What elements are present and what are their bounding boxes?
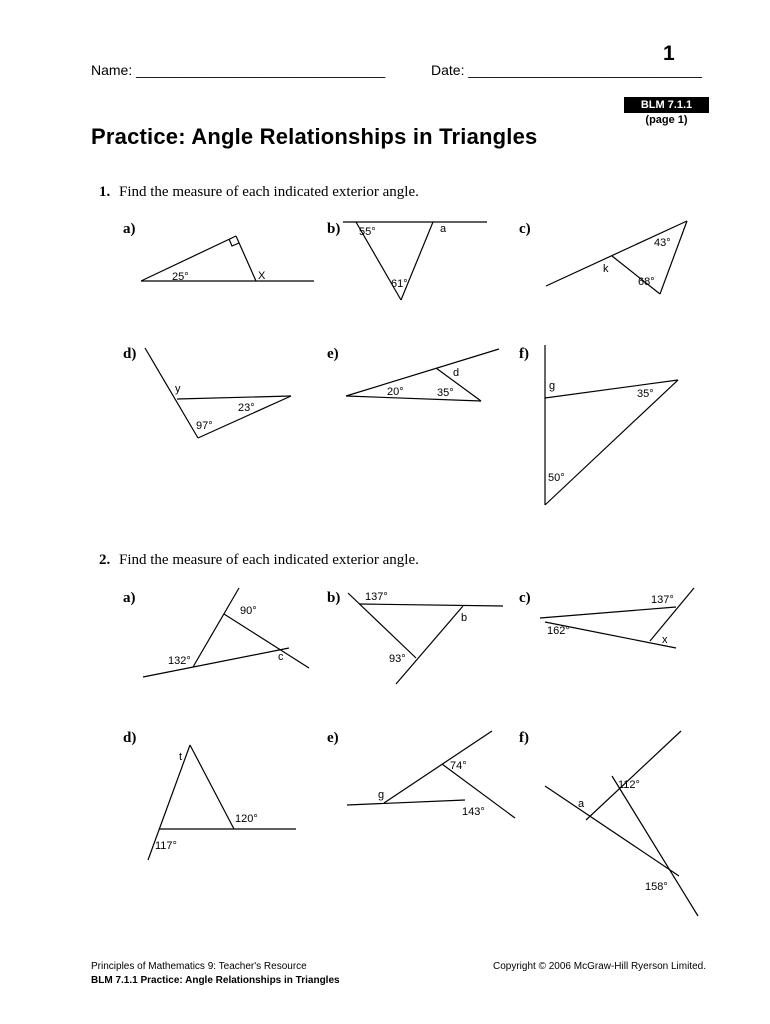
q2-part-b-label: b)	[327, 590, 341, 606]
q2d-figure	[148, 745, 296, 860]
q1f-angle-label: 50°	[548, 472, 565, 484]
q2b-extended-line	[396, 606, 463, 684]
q1b-angle-label: 61°	[391, 278, 408, 290]
question-2-text: Find the measure of each indicated exterior angle.	[119, 552, 419, 568]
q1c-angle-label: 43°	[654, 237, 671, 249]
q1a-side	[236, 236, 256, 281]
question-2-number: 2.	[99, 552, 111, 568]
q2c-figure	[540, 588, 694, 648]
q2a-extended-line	[143, 648, 289, 677]
q2c-angle-label: x	[662, 634, 668, 646]
q1-part-a-label: a)	[123, 221, 136, 237]
q1e-angle-label: d	[453, 367, 460, 379]
question-1-number: 1.	[99, 184, 111, 200]
q2-part-a-label: a)	[123, 590, 136, 606]
q1e-figure	[346, 349, 499, 401]
q1b-angle-label: a	[440, 223, 447, 235]
q2d-angle-label: t	[179, 751, 183, 763]
q1-part-b-label: b)	[327, 221, 341, 237]
q2f-angle-label: 158°	[645, 881, 668, 893]
q2b-angle-label: b	[461, 612, 468, 624]
q2-part-c-label: c)	[519, 590, 531, 606]
q1c-side	[612, 256, 660, 294]
q2d-angle-label: 120°	[235, 813, 258, 825]
q2e-angle-label: 143°	[462, 806, 485, 818]
q1c-angle-label: 68°	[638, 276, 655, 288]
q1f-side	[545, 380, 678, 505]
page-number: 1	[663, 42, 675, 65]
q1a-angle-label: 25°	[172, 271, 189, 283]
q1e-extended-line	[346, 349, 499, 396]
q1e-side	[346, 396, 481, 401]
q2e-extended-line	[347, 800, 465, 805]
q1-part-d-label: d)	[123, 346, 137, 362]
q2-part-f-label: f)	[519, 730, 529, 746]
q2b-extended-line	[359, 604, 503, 606]
q1c-extended-line	[546, 221, 687, 286]
q1b-figure	[343, 222, 487, 300]
footer-source: Principles of Mathematics 9: Teacher's Resource	[91, 961, 307, 972]
q1f-figure	[545, 345, 678, 505]
q1-part-c-label: c)	[519, 221, 531, 237]
q1d-angle-label: 97°	[196, 420, 213, 432]
blm-badge: BLM 7.1.1	[624, 97, 709, 113]
q2e-figure	[347, 731, 515, 818]
q1e-angle-label: 35°	[437, 387, 454, 399]
q2e-extended-line	[384, 731, 492, 803]
q2a-angle-label: 132°	[168, 655, 191, 667]
q2d-side	[190, 745, 234, 829]
q2c-angle-label: 137°	[651, 594, 674, 606]
name-field: Name: ________________________________	[91, 62, 386, 78]
q2f-angle-label: 112°	[618, 779, 640, 791]
q1f-angle-label: 35°	[637, 388, 654, 400]
q1d-angle-label: 23°	[238, 402, 255, 414]
q2c-angle-label: 162°	[547, 625, 570, 637]
q2e-angle-label: g	[378, 789, 385, 801]
q2f-angle-label: a	[578, 798, 585, 810]
q2-part-d-label: d)	[123, 730, 137, 746]
q1d-figure	[145, 348, 291, 438]
q2f-extended-line	[545, 786, 679, 876]
q2a-angle-label: c	[278, 651, 284, 663]
q2a-extended-line	[193, 588, 239, 667]
q2a-extended-line	[224, 614, 309, 668]
q1f-angle-label: g	[549, 380, 556, 392]
q2e-angle-label: 74°	[450, 760, 467, 772]
q2b-figure	[348, 591, 503, 684]
q1a-angle-label: X	[258, 270, 266, 282]
q2a-angle-label: 90°	[240, 605, 257, 617]
q1d-angle-label: y	[175, 383, 181, 395]
q2d-angle-label: 117°	[155, 840, 177, 852]
page-label: (page 1)	[645, 114, 688, 126]
q1-part-e-label: e)	[327, 346, 339, 362]
q1e-angle-label: 20°	[387, 386, 404, 398]
q1c-figure	[546, 221, 687, 294]
page-title: Practice: Angle Relationships in Triangles	[91, 124, 538, 149]
q1-part-f-label: f)	[519, 346, 529, 362]
footer-title: BLM 7.1.1 Practice: Angle Relationships in Triangles	[91, 975, 340, 986]
q1c-angle-label: k	[603, 263, 609, 275]
q2f-extended-line	[586, 731, 681, 820]
q1b-angle-label: 55°	[359, 226, 376, 238]
q1d-side	[177, 396, 291, 399]
q2b-angle-label: 137°	[365, 591, 388, 603]
question-1-text: Find the measure of each indicated exterior angle.	[119, 184, 419, 200]
q2-part-e-label: e)	[327, 730, 339, 746]
q2b-angle-label: 93°	[389, 653, 406, 665]
q2c-extended-line	[540, 607, 676, 618]
q1a-figure	[141, 236, 314, 283]
q2f-figure	[545, 731, 698, 916]
q2f-extended-line	[612, 776, 698, 916]
footer-copyright: Copyright © 2006 McGraw-Hill Ryerson Limited.	[493, 961, 706, 972]
date-field: Date: ______________________________	[431, 62, 702, 78]
q2a-figure	[143, 588, 309, 677]
q1f-side	[545, 380, 678, 398]
q1d-extended-line	[145, 348, 198, 438]
